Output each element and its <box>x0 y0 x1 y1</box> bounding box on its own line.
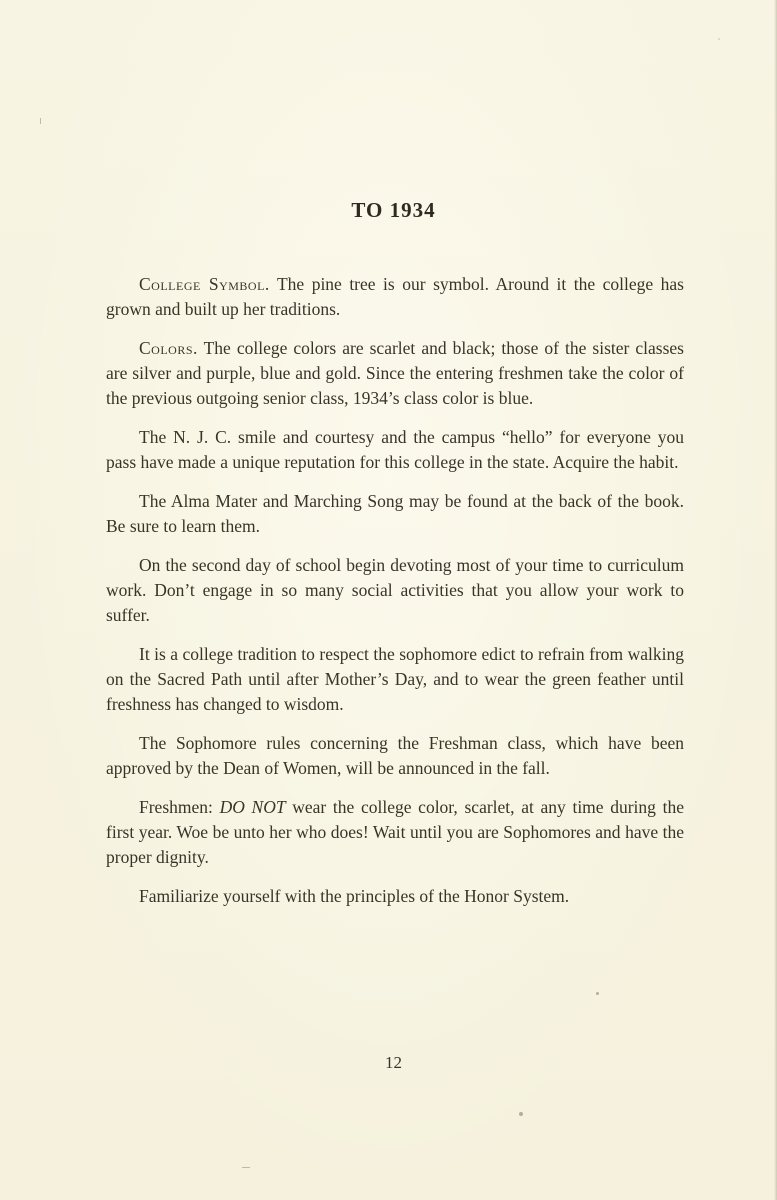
paper-speck <box>718 38 720 40</box>
paragraph-tradition <box>106 642 684 717</box>
page-body <box>106 272 684 923</box>
paragraph-text: The Alma Mater and Marching Song may be found at the back of the book. Be sure to learn them. <box>106 491 684 536</box>
paragraph-lead: College Symbol. <box>139 274 270 294</box>
paragraph-text: The N. J. C. smile and courtesy and the campus “hello” for everyone you pass have made a unique reputation for this college in the state. Acquire the habit. <box>106 427 684 472</box>
paragraph-text: The college colors are scarlet and black; those of the sister classes are silver and purple, blue and gold. Since the entering freshmen take the color of the previous outgoing senior class, 1934’s class color is blue. <box>106 338 684 408</box>
paper-speck <box>40 118 41 124</box>
paper-speck <box>519 1112 523 1116</box>
paragraph-text: It is a college tradition to respect the sophomore edict to refrain from walking on the Sacred Path until after Mother’s Day, and to wear the green feather until freshness has changed to wisdom. <box>106 644 684 714</box>
paragraph-text: Familiarize yourself with the principles of the Honor System. <box>139 886 570 906</box>
paragraph-college-symbol <box>106 272 684 322</box>
paragraph-smile <box>106 425 684 475</box>
paragraph-text: wear the college color, scarlet, at any time during the first year. Woe be unto her who does! Wait until you are Sophomores and have the proper dignity. <box>106 797 684 867</box>
paper-speck <box>596 992 599 995</box>
paragraph-lead: Colors. <box>139 338 198 358</box>
page-number: 12 <box>385 1053 402 1072</box>
paragraph-honor-system <box>106 884 684 909</box>
paragraph-sophomore-rules <box>106 731 684 781</box>
paragraph-curriculum <box>106 553 684 628</box>
paragraph-alma-mater <box>106 489 684 539</box>
page-title: TO 1934 <box>351 198 436 222</box>
paragraph-text: The pine tree is our symbol. Around it the college has grown and built up her traditions. <box>106 274 684 319</box>
paragraph-emphasis: DO NOT <box>219 797 286 817</box>
paragraph-colors <box>106 336 684 411</box>
paragraph-text: On the second day of school begin devoting most of your time to curriculum work. Don’t engage in so many social activities that you allow your work to suffer. <box>106 555 684 625</box>
paper-speck <box>242 1167 250 1168</box>
paragraph-text: The Sophomore rules concerning the Freshman class, which have been approved by the Dean of Women, will be announced in the fall. <box>106 733 684 778</box>
paragraph-lead: Freshmen: <box>139 797 220 817</box>
paragraph-freshmen <box>106 795 684 870</box>
